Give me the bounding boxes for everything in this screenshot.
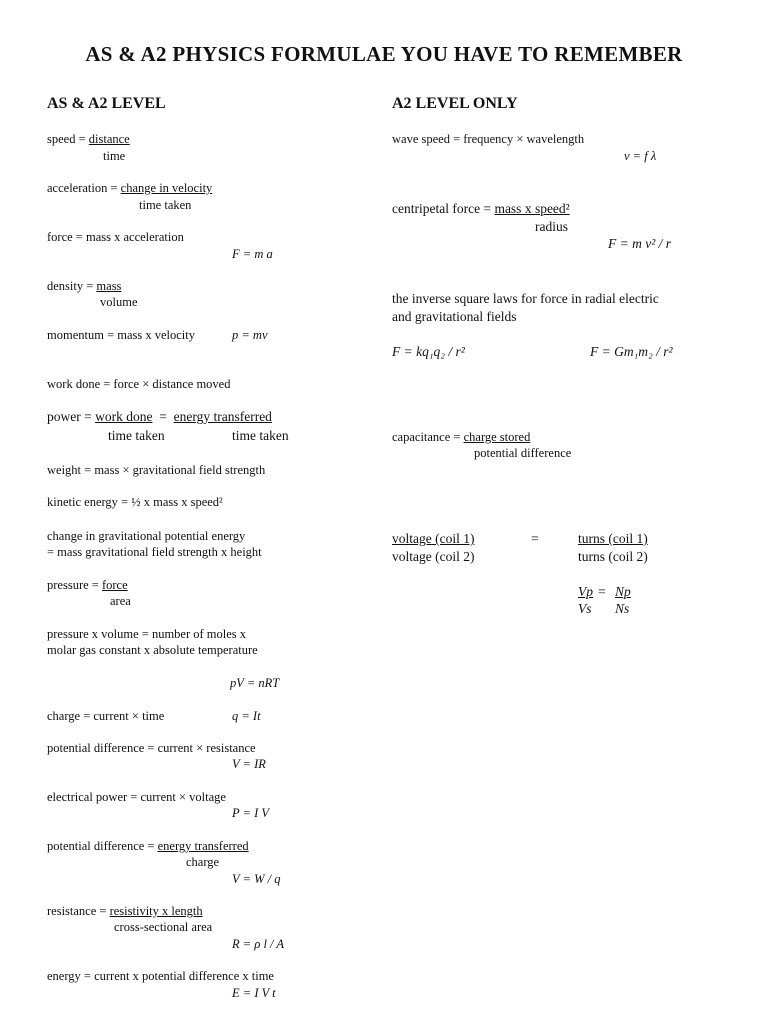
pressure-numerator: force <box>101 578 128 592</box>
resistance-formula <box>47 903 203 919</box>
resistance-lhs: resistance = <box>47 904 110 918</box>
capacitance-formula <box>392 429 530 445</box>
centripetal-numerator: mass x speed² <box>494 201 570 216</box>
speed-lhs: speed = <box>47 132 89 146</box>
power-numerator-work: work done <box>95 409 153 424</box>
weight-text: weight = mass × gravitational field strength <box>47 463 266 477</box>
energy-text: energy = current x potential difference x time <box>47 969 274 983</box>
momentum-text: momentum = mass x velocity <box>47 328 196 342</box>
centripetal-lhs: centripetal force = <box>392 201 495 216</box>
pressure-denominator: area <box>110 594 131 608</box>
kinetic-energy-text: kinetic energy = ½ x mass x speed² <box>47 495 223 509</box>
gravitational-force-equation: F = Gm₁m₂ / r² <box>590 344 673 359</box>
resistance-numerator: resistivity x length <box>109 904 203 918</box>
centripetal-denominator: radius <box>535 219 568 234</box>
pd-energy-lhs: potential difference = <box>47 839 158 853</box>
resistance-denominator: cross-sectional area <box>114 920 213 934</box>
inverse-square-line-2: and gravitational fields <box>392 309 517 324</box>
acceleration-formula <box>47 180 212 196</box>
pd-energy-numerator: energy transferred <box>157 839 249 853</box>
pd-text: potential difference = current × resistance <box>47 741 256 755</box>
acceleration-denominator: time taken <box>139 198 192 212</box>
speed-formula <box>47 131 130 147</box>
pd-equation: V = IR <box>232 757 266 771</box>
transformer-vp: Vp <box>578 584 593 599</box>
momentum-equation: p = mv <box>232 328 268 342</box>
density-denominator: volume <box>100 295 138 309</box>
power-numerator-energy: energy transferred <box>173 409 272 424</box>
inverse-square-line-1: the inverse square laws for force in radial electric <box>392 291 659 306</box>
density-lhs: density = <box>47 279 97 293</box>
work-done-text: work done = force × distance moved <box>47 377 231 391</box>
force-equation: F = m a <box>232 247 273 261</box>
pressure-formula <box>47 577 128 593</box>
capacitance-denominator: potential difference <box>474 446 572 460</box>
power-lhs: power = <box>47 409 96 424</box>
capacitance-lhs: capacitance = <box>392 430 464 444</box>
gpe-line-2: = mass gravitational field strength x height <box>47 545 262 559</box>
transformer-np: Np <box>615 584 631 599</box>
wave-speed-text: wave speed = frequency × wavelength <box>392 132 585 146</box>
heading-a2-level-only: A2 LEVEL ONLY <box>392 95 518 112</box>
gas-line-2: molar gas constant x absolute temperature <box>47 643 258 657</box>
transformer-ratio-equals: = <box>598 584 606 599</box>
gas-equation: pV = nRT <box>230 676 280 690</box>
electrical-power-equation: P = I V <box>232 806 270 820</box>
power-formula <box>47 409 272 425</box>
transformer-turns-coil-1: turns (coil 1) <box>578 531 648 546</box>
page-title: AS & A2 PHYSICS FORMULAE YOU HAVE TO REMEMBER <box>85 42 683 66</box>
transformer-voltage-coil-1: voltage (coil 1) <box>392 531 475 546</box>
transformer-ns: Ns <box>615 601 630 616</box>
speed-denominator: time <box>103 149 126 163</box>
pd-energy-formula <box>47 838 249 854</box>
pd-energy-equation: V = W / q <box>232 872 281 886</box>
charge-equation: q = It <box>232 709 261 723</box>
transformer-voltage-coil-2: voltage (coil 2) <box>392 549 475 564</box>
pd-energy-denominator: charge <box>186 855 220 869</box>
centripetal-formula <box>392 201 570 217</box>
resistance-equation: R = ρ l / A <box>232 937 285 951</box>
electrical-power-text: electrical power = current × voltage <box>47 790 226 804</box>
wave-speed-equation: v = f λ <box>624 149 657 163</box>
speed-numerator: distance <box>88 132 130 146</box>
charge-text: charge = current × time <box>47 709 165 723</box>
power-equals: = <box>152 409 174 424</box>
transformer-equals: = <box>531 531 539 546</box>
energy-equation: E = I V t <box>232 986 276 1000</box>
acceleration-lhs: acceleration = <box>47 181 121 195</box>
force-text: force = mass x acceleration <box>47 230 184 244</box>
transformer-turns-coil-2: turns (coil 2) <box>578 549 648 564</box>
gpe-line-1: change in gravitational potential energy <box>47 529 246 543</box>
power-denominator-2: time taken <box>232 428 289 443</box>
transformer-vs: Vs <box>578 601 592 616</box>
density-formula <box>47 278 121 294</box>
heading-as-a2-level: AS & A2 LEVEL <box>47 95 166 112</box>
gas-line-1: pressure x volume = number of moles x <box>47 627 247 641</box>
centripetal-equation: F = m v² / r <box>608 236 672 251</box>
capacitance-numerator: charge stored <box>463 430 531 444</box>
electric-force-equation: F = kq₁q₂ / r² <box>392 344 465 359</box>
pressure-lhs: pressure = <box>47 578 102 592</box>
power-denominator-1: time taken <box>108 428 165 443</box>
density-numerator: mass <box>96 279 122 293</box>
acceleration-numerator: change in velocity <box>120 181 213 195</box>
